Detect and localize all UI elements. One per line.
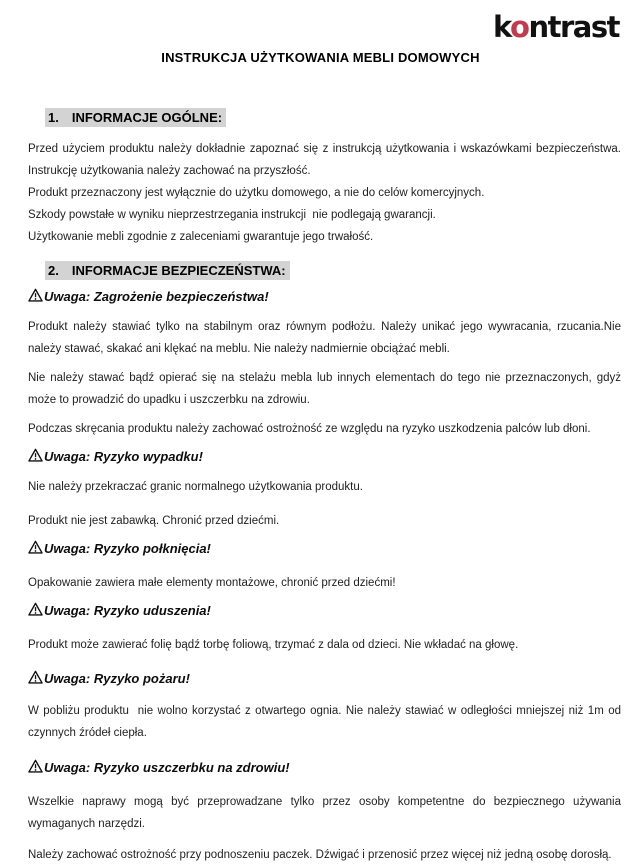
paragraph: Należy zachować ostrożność przy podnoszeniu paczek. Dźwigać i przenosić przez więcej niż jedną osobę dorosłą.	[28, 848, 612, 861]
warning-line	[28, 447, 621, 468]
warning-text: Uwaga: Ryzyko uszczerbku na zdrowiu!	[44, 759, 290, 775]
section-heading-2	[45, 263, 621, 278]
paragraph: Produkt przeznaczony jest wyłącznie do użytku domowego, a nie do celów komercyjnych.	[28, 186, 485, 199]
section-number: 1.	[48, 109, 59, 125]
paragraph: Nie należy przekraczać granic normalnego użytkowania produktu.	[28, 480, 363, 493]
section-heading-1-highlight	[45, 108, 226, 127]
section-heading-2-highlight	[45, 261, 290, 280]
warning-text: Uwaga: Ryzyko połknięcia!	[44, 540, 211, 556]
section-heading-1	[45, 110, 621, 125]
warning-line	[28, 758, 621, 779]
warning-text: Uwaga: Ryzyko uduszenia!	[44, 602, 211, 618]
paragraph: Nie należy stawać bądź opierać się na stelażu mebla lub innych elementach do tego nie przeznaczonych, gdyż może to prowadzić do upadku i uszczerbku na zdrowiu.	[28, 371, 625, 406]
paragraph: Produkt nie jest zabawką. Chronić przed dziećmi.	[28, 514, 280, 527]
warning-text: Uwaga: Ryzyko pożaru!	[44, 670, 190, 686]
warning-text: Uwaga: Zagrożenie bezpieczeństwa!	[44, 288, 269, 304]
warning-line	[28, 539, 621, 560]
document-body	[0, 110, 641, 866]
warning-text: Uwaga: Ryzyko wypadku!	[44, 448, 203, 464]
logo-text-ntrast: ntrast	[528, 10, 619, 44]
warning-line	[28, 287, 621, 308]
warning-line	[28, 601, 621, 622]
warning-triangle-icon	[28, 448, 43, 468]
section-heading-text: INFORMACJE BEZPIECZEŃSTWA:	[71, 262, 286, 278]
warning-triangle-icon	[28, 670, 43, 690]
paragraph: W pobliżu produktu nie wolno korzystać z otwartego ognia. Nie należy stawiać w odległości mniejszej niż 1m od czynnych źródeł ciepła.	[28, 704, 625, 739]
paragraph: Użytkowanie mebli zgodnie z zaleceniami gwarantuje jego trwałość.	[28, 230, 374, 243]
safety-section	[28, 287, 625, 866]
paragraph: Produkt może zawierać folię bądź torbę foliową, trzymać z dala od dzieci. Nie wkładać na głowę.	[28, 638, 519, 651]
logo-row	[0, 0, 641, 44]
paragraph: Podczas skręcania produktu należy zachować ostrożność ze względu na ryzyko uszkodzenia palców lub dłoni.	[28, 422, 591, 435]
warning-line	[28, 669, 621, 690]
paragraph: Przed użyciem produktu należy dokładnie zapoznać się z instrukcją użytkowania i wskazówkami bezpieczeństwa. Instrukcję użytkowania należy zachować na przyszłość.	[28, 142, 625, 177]
warning-triangle-icon	[28, 540, 43, 560]
kontrast-logo	[493, 12, 619, 44]
paragraph: Opakowanie zawiera małe elementy montażowe, chronić przed dziećmi!	[28, 576, 396, 589]
paragraph: Szkody powstałe w wyniku nieprzestrzegania instrukcji nie podlegają gwarancji.	[28, 208, 436, 221]
paragraph: Produkt należy stawiać tylko na stabilnym oraz równym podłożu. Należy unikać jego wywracania, rzucania.Nie należy stawać, skakać ani klękać na meblu. Nie należy nadmiernie obciążać mebli.	[28, 320, 625, 355]
paragraph: Wszelkie naprawy mogą być przeprowadzane tylko przez osoby kompetentne do bezpiecznego używania wymaganych narzędzi.	[28, 795, 625, 830]
logo-text-k: k	[493, 10, 511, 44]
warning-triangle-icon	[28, 759, 43, 779]
section-heading-text: INFORMACJE OGÓLNE:	[71, 109, 223, 125]
logo-red-o: o	[510, 10, 529, 44]
section-number: 2.	[48, 262, 59, 278]
page-title: INSTRUKCJA UŻYTKOWANIA MEBLI DOMOWYCH	[161, 49, 480, 65]
warning-triangle-icon	[28, 288, 43, 308]
warning-triangle-icon	[28, 602, 43, 622]
